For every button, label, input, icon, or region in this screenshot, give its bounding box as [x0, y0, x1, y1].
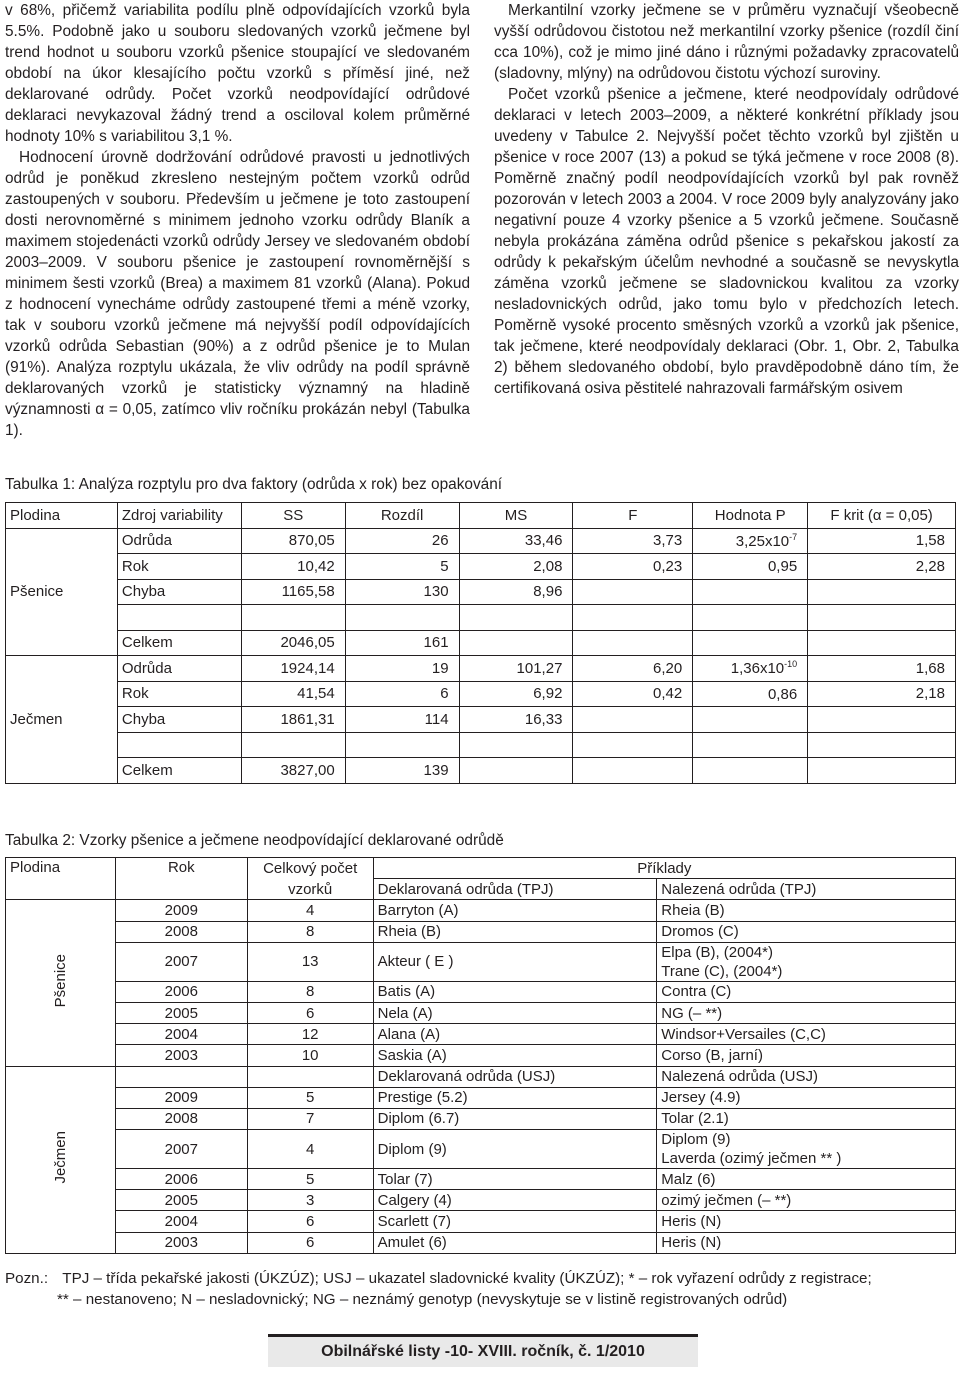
right-paragraph-1: Merkantilní vzorky ječmene se v průměru vyznačují všeobecně vyšší odrůdovou čistotou než merkantilní vzorky pšenice (rozdíl činí cca 10%), což je mimo jiné dáno i různými požadavky zpracovatelů (sladovny, mlýny) na odrůdovou čistotu výchozí suroviny. [494, 2, 959, 82]
table1-df-cell [345, 605, 459, 631]
table1-fcrit-cell [808, 758, 956, 784]
table1-crop-cell: Pšenice [6, 528, 118, 656]
table2-h-found-tpj: Nalezená odrůda (TPJ) [657, 879, 956, 900]
pvalue-mantissa: 0,95 [767, 558, 798, 576]
table2-count-cell: 8 [247, 921, 373, 942]
table2-declared-cell: Barryton (A) [373, 900, 657, 921]
table1-row [6, 528, 956, 554]
table2-empty-cell [247, 1066, 373, 1087]
table1-ms-cell [459, 630, 573, 656]
table2-year-cell: 2009 [115, 900, 247, 921]
table2-row [6, 1002, 956, 1023]
table-note [5, 1268, 955, 1310]
table1-ss-cell [241, 732, 345, 758]
table1-pvalue-cell [693, 579, 808, 605]
table2-h-examples: Příklady [373, 858, 955, 879]
table2-declared-cell: Nela (A) [373, 1002, 657, 1023]
table2-h-declared-tpj: Deklarovaná odrůda (TPJ) [373, 879, 657, 900]
table2-found-cell [657, 1190, 956, 1211]
table1-pvalue-cell [693, 554, 808, 580]
table1-header-cell: SS [241, 503, 345, 529]
table1-f-cell [573, 707, 693, 733]
table1-f-cell [573, 732, 693, 758]
table2-declared-cell: Diplom (6.7) [373, 1108, 657, 1129]
table1-df-cell: 114 [345, 707, 459, 733]
table2-declared-cell: Alana (A) [373, 1024, 657, 1045]
table1-crop-cell: Ječmen [6, 656, 118, 784]
table2-year-cell: 2008 [115, 921, 247, 942]
table1-ms-cell: 33,46 [459, 528, 573, 554]
table1-fcrit-cell [808, 732, 956, 758]
table1-row [6, 630, 956, 656]
table1-ms-cell: 2,08 [459, 554, 573, 580]
left-paragraph-1: v 68%, přičemž variabilita podílu plně odpovídajících vzorků byla 5.5%. Podobně jako u souboru sledovaných vzorků ječmene byl trend hodnot u souboru vzorků pšenice stoupající ve sledovaném období na úkor klesajícího počtu vzorků s příměsí jiné, než deklarované odrůdy. Počet vzorků neodpovídající odrůdové deklaraci nevykazoval žádný trend a osciloval kolem průměrné hodnoty 10% s variabilitou 3,1 %. [5, 2, 470, 145]
pvalue-exponent: -7 [789, 531, 798, 542]
table2-row [6, 1232, 956, 1253]
table2-row [6, 942, 956, 981]
found-variety: Dromos (C) [661, 923, 739, 941]
table2-row [6, 921, 956, 942]
table2-year-cell: 2003 [115, 1045, 247, 1066]
table1-f-cell [573, 579, 693, 605]
table1-header-cell: Rozdíl [345, 503, 459, 529]
table2-count-cell: 3 [247, 1190, 373, 1211]
table1-ms-cell: 6,92 [459, 681, 573, 707]
table2-found-cell [657, 1169, 956, 1190]
table1-header-cell: F [573, 503, 693, 529]
table2-year-cell: 2004 [115, 1024, 247, 1045]
table2-row [6, 1169, 956, 1190]
table1-caption: Tabulka 1: Analýza rozptylu pro dva faktory (odrůda x rok) bez opakování [5, 476, 503, 493]
table1-source-cell [117, 605, 241, 631]
table1-f-cell [573, 758, 693, 784]
table2-crop-cell [6, 1066, 116, 1253]
crop-vertical-label: Pšenice [51, 953, 69, 1008]
found-variety: ozimý ječmen (– **) [661, 1191, 792, 1209]
table2-found-cell [657, 1108, 956, 1129]
table1-df-cell: 6 [345, 681, 459, 707]
table2-row [6, 1211, 956, 1232]
crop-vertical-label: Ječmen [51, 1130, 69, 1184]
table2-h-year: Rok [115, 858, 247, 900]
table1-ss-cell: 1924,14 [241, 656, 345, 682]
table1-ss-cell: 2046,05 [241, 630, 345, 656]
table2-declared-cell: Rheia (B) [373, 921, 657, 942]
table2-found-cell [657, 1211, 956, 1232]
table1-source-cell: Chyba [117, 707, 241, 733]
table1-pvalue-cell [693, 758, 808, 784]
table1-row [6, 707, 956, 733]
table2-count-cell: 12 [247, 1024, 373, 1045]
found-variety: Elpa (B), (2004*) [661, 943, 773, 961]
found-variety-2: Laverda (ozimý ječmen ** ) [661, 1150, 842, 1168]
table2-found-cell [657, 900, 956, 921]
table1-ms-cell: 8,96 [459, 579, 573, 605]
table1-row [6, 732, 956, 758]
table2-found-cell [657, 981, 956, 1002]
mismatch-table [5, 857, 956, 1254]
table1-source-cell: Chyba [117, 579, 241, 605]
table2-row [6, 981, 956, 1002]
table1-df-cell: 161 [345, 630, 459, 656]
table2-count-cell: 6 [247, 1211, 373, 1232]
table1-df-cell: 19 [345, 656, 459, 682]
table1-pvalue-cell [693, 630, 808, 656]
table1-source-cell: Odrůda [117, 528, 241, 554]
table1-pvalue-cell [693, 605, 808, 631]
table2-h-crop: Plodina [6, 858, 116, 900]
table2-year-cell: 2004 [115, 1211, 247, 1232]
table1-row [6, 681, 956, 707]
table2-row [6, 1190, 956, 1211]
table1-ss-cell: 10,42 [241, 554, 345, 580]
table2-year-cell: 2007 [115, 1130, 247, 1169]
found-variety: Diplom (9) [661, 1131, 731, 1149]
right-paragraph-2: Počet vzorků pšenice a ječmene, které neodpovídaly odrůdové deklaraci v letech 2003–2009, a některé konkrétní příklady jsou uvedeny v Tabulce 2. Nejvyšší počet těchto vzorků byl zjištěn u pšenice v roce 2007 (13) a pokud se týká ječmene v roce 2008 (8). Poměrně značný podíl neodpovídajících vzorků byl pak rovněž pozorován v letech 2003 a 2004. V roce 2009 byly analyzovány jako negativní pouze 4 vzorky pšenice a 5 vzorků ječmene. Současně nebyla prokázána záměna odrůd pšenice s pekařskou jakostí za odrůdy k pekařským účelům nevhodné a současně se nevyskytla záměna vzorků ječmene se sladovnickou kvalitou za vzorky nesladovnických odrůd, jako tomu bylo v předchozích letech. Poměrně vysoké procento směsných vzorků a vzorků jak pšenice, tak ječmene, které neodpovídaly deklaraci (Obr. 1, Obr. 2, Tabulka 2) během sledovaného období, bylo pravděpodobně dáno tím, že certifikovaná osiva pěstitelé nahrazovali farmářským osivem [494, 86, 959, 397]
table2-h-total-2: vzorků [247, 879, 373, 900]
table1-ms-cell [459, 732, 573, 758]
table1-f-cell: 0,42 [573, 681, 693, 707]
table1-df-cell: 139 [345, 758, 459, 784]
table1-ss-cell: 1165,58 [241, 579, 345, 605]
table1-pvalue-cell [693, 707, 808, 733]
table1-source-cell: Celkem [117, 758, 241, 784]
pvalue-mantissa: 3,25x10 [735, 532, 790, 550]
table1-source-cell [117, 732, 241, 758]
table1-ss-cell: 1861,31 [241, 707, 345, 733]
table2-row [6, 900, 956, 921]
found-variety: Tolar (2.1) [661, 1110, 729, 1128]
right-text-column [494, 0, 959, 399]
table1-ms-cell: 16,33 [459, 707, 573, 733]
anova-table [5, 502, 956, 784]
table1-ss-cell: 41,54 [241, 681, 345, 707]
found-variety: Rheia (B) [661, 901, 725, 919]
table2-found-cell [657, 942, 956, 981]
table1-fcrit-cell: 2,28 [808, 554, 956, 580]
table2-year-cell: 2006 [115, 981, 247, 1002]
table1-f-cell: 0,23 [573, 554, 693, 580]
table1-ss-cell: 3827,00 [241, 758, 345, 784]
found-variety: Malz (6) [661, 1170, 716, 1188]
table1-ms-cell [459, 758, 573, 784]
table2-count-cell: 8 [247, 981, 373, 1002]
found-variety: NG (– **) [661, 1004, 723, 1022]
table2-found-cell [657, 1002, 956, 1023]
found-variety: Windsor+Versailes (C,C) [661, 1025, 826, 1043]
table1-fcrit-cell: 1,58 [808, 528, 956, 554]
table2-year-cell: 2005 [115, 1002, 247, 1023]
table1-source-cell: Odrůda [117, 656, 241, 682]
table2-row [6, 1087, 956, 1108]
table2-row [6, 1045, 956, 1066]
table2-found-cell [657, 921, 956, 942]
table1-ss-cell [241, 605, 345, 631]
table2-declared-cell: Saskia (A) [373, 1045, 657, 1066]
table2-h-total-1: Celkový počet [247, 858, 373, 879]
table2-year-cell: 2005 [115, 1190, 247, 1211]
table2-row [6, 1130, 956, 1169]
table1-header-cell: Zdroj variability [117, 503, 241, 529]
table1-f-cell: 6,20 [573, 656, 693, 682]
table2-count-cell: 4 [247, 900, 373, 921]
table2-declared-cell: Diplom (9) [373, 1130, 657, 1169]
found-variety: Contra (C) [661, 983, 732, 1001]
table2-year-cell: 2007 [115, 942, 247, 981]
table2-found-cell [657, 1087, 956, 1108]
table1-ss-cell: 870,05 [241, 528, 345, 554]
table2-found-cell [657, 1232, 956, 1253]
table1-fcrit-cell: 1,68 [808, 656, 956, 682]
table1-fcrit-cell: 2,18 [808, 681, 956, 707]
table1-fcrit-cell [808, 605, 956, 631]
table2-count-cell: 5 [247, 1169, 373, 1190]
table2-year-cell: 2008 [115, 1108, 247, 1129]
table1-source-cell: Celkem [117, 630, 241, 656]
table1-header-row [6, 503, 956, 529]
table2-found-cell [657, 1024, 956, 1045]
table1-pvalue-cell [693, 528, 808, 554]
found-variety-2: Trane (C), (2004*) [661, 962, 783, 980]
table1-fcrit-cell [808, 579, 956, 605]
table2-count-cell: 4 [247, 1130, 373, 1169]
table2-row [6, 1108, 956, 1129]
table1-source-cell: Rok [117, 554, 241, 580]
table1-df-cell [345, 732, 459, 758]
table1-df-cell: 26 [345, 528, 459, 554]
found-variety: Jersey (4.9) [661, 1089, 741, 1107]
table2-year-cell: 2003 [115, 1232, 247, 1253]
note-line-2: ** – nestanoveno; N – nesladovnický; NG – neznámý genotyp (nevyskytuje se v listině registrovaných odrůd) [57, 1291, 788, 1308]
table2-year-cell: 2006 [115, 1169, 247, 1190]
table2-count-cell: 10 [247, 1045, 373, 1066]
table2-year-cell: 2009 [115, 1087, 247, 1108]
page-footer: Obilnářské listy -10- XVIII. ročník, č. 1/2010 [268, 1334, 698, 1367]
table1-df-cell: 130 [345, 579, 459, 605]
table2-usj-header-row [6, 1066, 956, 1087]
table1-row [6, 579, 956, 605]
table1-source-cell: Rok [117, 681, 241, 707]
table2-declared-cell: Calgery (4) [373, 1190, 657, 1211]
table2-declared-cell: Amulet (6) [373, 1232, 657, 1253]
table2-count-cell: 7 [247, 1108, 373, 1129]
table1-pvalue-cell [693, 656, 808, 682]
table1-df-cell: 5 [345, 554, 459, 580]
left-paragraph-2: Hodnocení úrovně dodržování odrůdové pravosti u jednotlivých odrůd je poněkud zkresleno nestejným počtem vzorků odrůd zastoupených v souboru. Především u ječmene je toto zastoupení dosti nerovnoměrné s minimem jednoho vzorku odrůdy Blaník a maximem stojedenácti vzorků odrůdy Jersey ve sledovaném období 2003–2009. V souboru pšenice je zastoupení rovnoměrnější s minimem šesti vzorků (Brea) a maximem 81 vzorků (Alana). Pokud z hodnocení vynecháme odrůdy zastoupené třemi a méně vzorky, tak v souboru vzorků ječmene má nejvyšší podíl odpovídajících vzorků odrůda Sebastian (90%) a z odrůd pšenice je to Mulan (91%). Analýza rozptylu ukázala, že vliv odrůdy na podíl správně deklarovaných vzorků je statisticky významný na hladině významnosti α = 0,05, zatímco vliv ročníku prokázán nebyl (Tabulka 1). [5, 149, 470, 439]
table1-fcrit-cell [808, 630, 956, 656]
pvalue-mantissa: 1,36x10 [730, 660, 785, 678]
found-variety: Heris (N) [661, 1213, 722, 1231]
pvalue-exponent: -10 [784, 659, 798, 670]
table1-fcrit-cell [808, 707, 956, 733]
table1-f-cell [573, 630, 693, 656]
table2-declared-cell: Scarlett (7) [373, 1211, 657, 1232]
table2-empty-cell [115, 1066, 247, 1087]
table2-header-row [6, 858, 956, 879]
table1-f-cell [573, 605, 693, 631]
table1-f-cell: 3,73 [573, 528, 693, 554]
table2-count-cell: 5 [247, 1087, 373, 1108]
table1-header-cell: F krit (α = 0,05) [808, 503, 956, 529]
table2-count-cell: 6 [247, 1002, 373, 1023]
table1-ms-cell [459, 605, 573, 631]
table1-row [6, 554, 956, 580]
table2-count-cell: 6 [247, 1232, 373, 1253]
table2-count-cell: 13 [247, 942, 373, 981]
table1-pvalue-cell [693, 732, 808, 758]
table2-declared-cell: Tolar (7) [373, 1169, 657, 1190]
table2-declared-cell: Akteur ( E ) [373, 942, 657, 981]
left-text-column [5, 0, 470, 441]
table1-pvalue-cell [693, 681, 808, 707]
note-line-1: TPJ – třída pekařské jakosti (ÚKZÚZ); USJ – ukazatel sladovnické kvality (ÚKZÚZ); * – rok vyřazení odrůdy z registrace; [62, 1270, 872, 1287]
table2-crop-cell [6, 900, 116, 1066]
table1-ms-cell: 101,27 [459, 656, 573, 682]
table1-row [6, 656, 956, 682]
table2-caption: Tabulka 2: Vzorky pšenice a ječmene neodpovídající deklarované odrůdě [5, 832, 504, 849]
table2-found-cell [657, 1045, 956, 1066]
table2-h-declared-usj: Deklarovaná odrůda (USJ) [373, 1066, 657, 1087]
note-prefix: Pozn.: [5, 1270, 49, 1287]
found-variety: Corso (B, jarní) [661, 1046, 763, 1064]
table1-header-cell: MS [459, 503, 573, 529]
table1-row [6, 758, 956, 784]
found-variety: Heris (N) [661, 1234, 722, 1252]
table1-header-cell: Plodina [6, 503, 118, 529]
table2-declared-cell: Batis (A) [373, 981, 657, 1002]
table2-found-cell [657, 1130, 956, 1169]
table1-row [6, 605, 956, 631]
pvalue-mantissa: 0,86 [767, 685, 798, 703]
table2-h-found-usj: Nalezená odrůda (USJ) [657, 1066, 956, 1087]
table2-row [6, 1024, 956, 1045]
table1-header-cell: Hodnota P [693, 503, 808, 529]
table2-declared-cell: Prestige (5.2) [373, 1087, 657, 1108]
